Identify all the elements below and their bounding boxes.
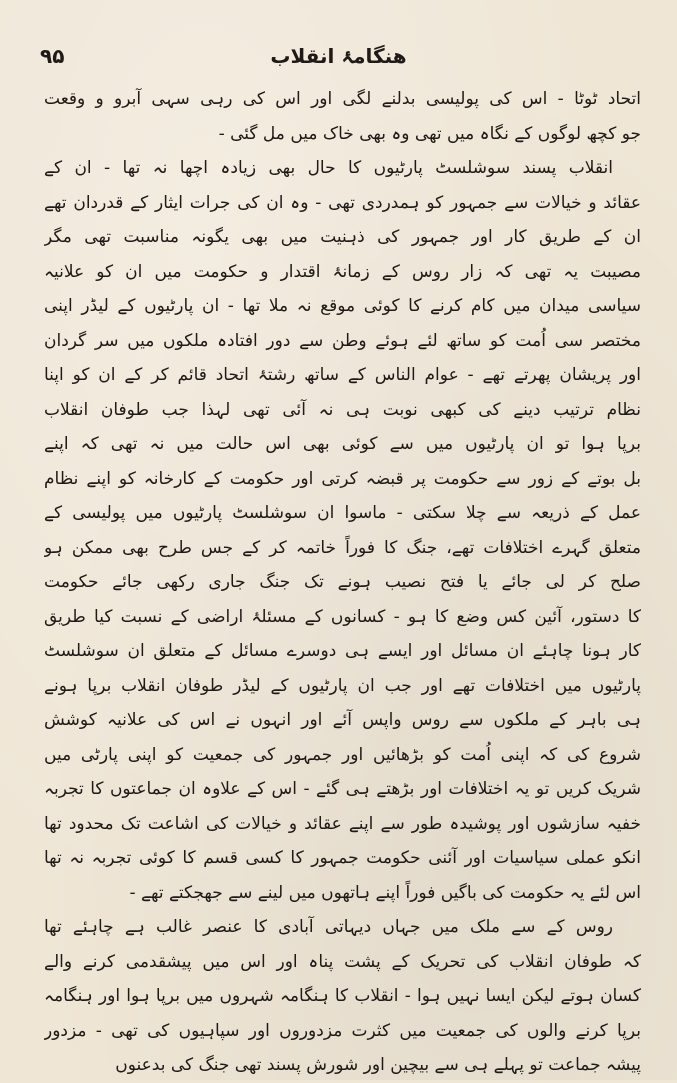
running-title: ھنگامۂ انقلاب [270, 44, 407, 68]
text-line: کا دستور، آئین کس وضع کا ہو - کسانوں کے مسئلۂ اراضی کے نسبت کیا طریق [44, 606, 641, 627]
page-header [30, 44, 647, 72]
text-line: متعلق گہرے اختلافات تھے، جنگ کا فوراً خاتمہ کر کے جس طرح بھی ممکن ہو [44, 537, 641, 558]
text-line: جو کچھ لوگوں کے نگاہ میں تھی وہ بھی خاک میں مل گئی - [218, 123, 641, 144]
text-line: شروع کی کہ اپنی اُمت کو بڑھائیں اور جمہور کی جمعیت کو اپنی پارٹی میں [44, 744, 641, 765]
text-line: اتحاد ٹوٹا - اس کی پولیسی بدلنے لگی اور اس کی رہی سہی آبرو و وقعت [44, 89, 641, 109]
text-line: پیشہ جماعت تو پہلے ہی سے بیچین اور شورش پسند تھی جنگ کی بدعنوں [115, 1055, 641, 1075]
text-line: ہی باہر کے ملکوں سے روس واپس آئے اور انہوں نے اس کی علانیہ کوشش [44, 710, 641, 730]
text-line: بل بوتے کے زور سے حکومت پر قبضہ کرتی اور حکومت کے کارخانہ کو اپنے نظام [44, 468, 641, 489]
text-line: اس لئے یہ حکومت کی باگیں فوراً اپنے ہاتھوں میں لینے سے جھجکتے تھے - [129, 882, 641, 903]
text-line: نظام ترتیب دینے کی کبھی نوبت ہی نہ آئی تھی لہذا جب طوفان انقلاب [44, 399, 641, 420]
text-line: مختصر سی اُمت کو ساتھ لئے ہوئے وطن سے دور افتادہ ملکوں میں سر گردان [44, 330, 641, 351]
text-line: برپا کرنے والوں کی جمعیت میں کثرت مزدوروں اور سپاہیوں کی تھی - مزدور [44, 1020, 641, 1041]
text-line: خفیہ سازشوں اور پوشیدہ طور سے اپنے عقائد و خیالات کی اشاعت تک محدود تھا [44, 813, 641, 834]
text-line: پارٹیوں میں اختلافات تھے اور جب ان پارٹیوں کے لیڈر طوفان انقلاب برپا ہونے [44, 675, 641, 696]
text-line: سیاسی میدان میں کام کرنے کا کوئی موقع نہ ملا تھا - ان پارٹیوں کے لیڈر اپنی [44, 296, 641, 316]
text-line: روس کے سے ملک میں جہاں دیہاتی آبادی کا عنصر غالب ہے چاہئے تھا [44, 917, 613, 937]
text-line: ان کے طریق کار اور جمہور کی ذہنیت میں بھی یگونہ مناسبت تھی مگر [44, 227, 641, 247]
text-line: عمل کے ذریعہ سے چلا سکتی - ماسوا ان سوشلسٹ پارٹیوں میں پولیسی کے [44, 503, 641, 523]
paragraph [44, 151, 641, 910]
text-line: عقائد و خیالات سے جمہور کو ہمدردی تھی - وہ ان کی جرات ایثار کے قدردان تھے [44, 192, 641, 213]
text-line: اور پریشان پھرتے تھے - عوام الناس کے ساتھ رشتۂ اتحاد قائم کر کے ان کو اپنا [44, 365, 641, 385]
text-line: شریک کریں تو یہ اختلافات اور بڑھتے ہی گئے - اس کے علاوہ ان جماعتوں کا تجربہ [44, 779, 641, 799]
paragraph [44, 82, 641, 151]
text-line: صلح کر لی جائے یا فتح نصیب ہونے تک جنگ جاری رکھی جائے حکومت [44, 572, 641, 592]
text-line: کہ طوفان انقلاب کی تحریک کے پشت پناہ اور اس میں پیشقدمی کرنے والے [44, 951, 641, 972]
text-line: انکو عملی سیاسیات اور آئنی حکومت جمہور کا کسی قسم کا کوئی تجربہ نہ تھا [44, 848, 641, 868]
body-text [44, 82, 641, 1083]
text-line: کسان ہوتے لیکن ایسا نہیں ہوا - انقلاب کا ہنگامہ شہروں میں برپا ہوا اور ہنگامہ [44, 986, 641, 1006]
text-line: انقلاب پسند سوشلسٹ پارٹیوں کا حال بھی زیادہ اچھا نہ تھا - ان کے [44, 158, 613, 178]
text-line: برپا ہوا تو ان پارٹیوں میں سے کوئی بھی اس حالت میں نہ تھی کہ اپنے [44, 434, 641, 454]
page-number: ۹۵ [40, 44, 65, 68]
paragraph [44, 910, 641, 1083]
text-line: مصیبت یہ تھی کہ زار روس کے زمانۂ اقتدار و حکومت میں ان کو علانیہ [44, 261, 641, 282]
text-line: کار ہونا چاہئے ان مسائل اور ایسے ہی دوسرے مسائل کے متعلق ان سوشلسٹ [44, 641, 641, 661]
